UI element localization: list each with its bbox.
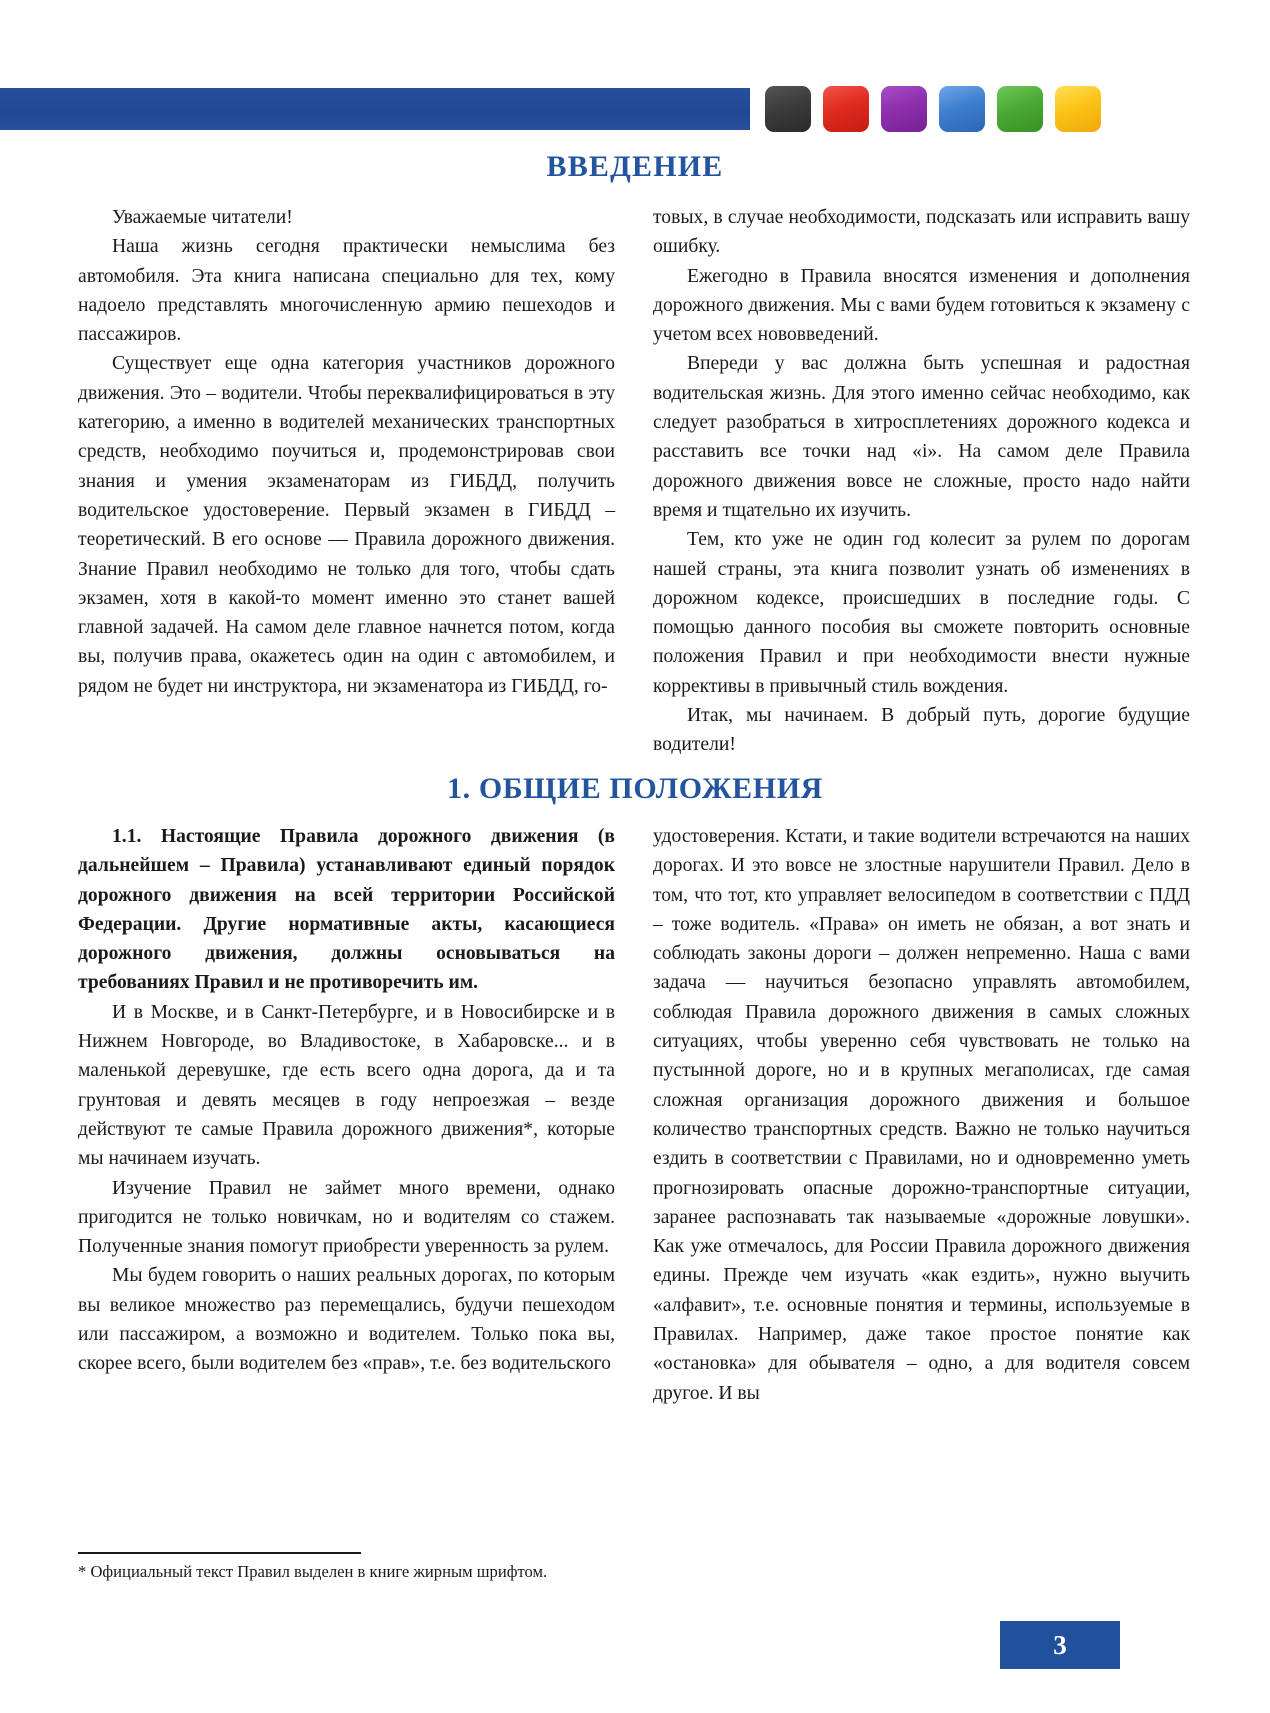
paragraph-rule-1-1: 1.1. Настоящие Правила дорожного движения (в дальнейшем – Правила) устанавливают единый порядок дорожного движения на всей территории Российской Федерации. Другие нормативные акты, касающиеся дорожного движения, должны основываться на требованиях Правил и не противоречить им.: [78, 826, 615, 994]
header-blue-band: [0, 88, 750, 130]
paragraph: Уважаемые читатели!: [112, 207, 293, 228]
header-color-swatches: [765, 86, 1101, 132]
paragraph: Итак, мы начинаем. В добрый путь, дорогие будущие водители!: [653, 705, 1190, 756]
paragraph: Тем, кто уже не один год колесит за рулем по дорогам нашей страны, эта книга позволит узнать об изменениях в дорожном кодексе, происшедших в последние годы. С помощью данного пособия вы сможете повторить основные положения Правил и при необходимости внести нужные коррективы в привычный стиль вождения.: [653, 529, 1190, 697]
paragraph: Наша жизнь сегодня практически немыслима без автомобиля. Эта книга написана специально для тех, кому надоело представлять многочисленную армию пешеходов и пассажиров.: [78, 236, 615, 346]
paragraph: И в Москве, и в Санкт-Петербурге, и в Новосибирске и в Нижнем Новгороде, во Владивостоке, в Хабаровске... и в маленькой деревушке, где есть всего одна дорога, да и та грунтовая и девять месяцев в году непроезжая – везде действуют те самые Правила дорожного движения*, которые мы начинаем изучать.: [78, 1001, 615, 1170]
paragraph: Существует еще одна категория участников дорожного движения. Это – водители. Чтобы переквалифицироваться в эту категорию, а именно в водителей механических транспортных средств, необходимо поучиться и, продемонстрировав свои знания и умения экзаменаторам из ГИБДД, получить водительское удостоверение. Первый экзамен в ГИБДД – теоретический. В его основе — Правила дорожного движения. Знание Правил необходимо не только для того, чтобы сдать экзамен, хотя в какой-то момент именно это станет вашей главной задачей. На самом деле главное начнется потом, когда вы, получив права, окажетесь один на один с автомобилем, и рядом не будет ни инструктора, ни экзаменатора из ГИБДД, го-: [78, 353, 615, 697]
paragraph: Ежегодно в Правила вносятся изменения и дополнения дорожного движения. Мы с вами будем готовиться к экзамену с учетом всех нововведений.: [653, 265, 1190, 346]
paragraph: товых, в случае необходимости, подсказать или исправить вашу ошибку.: [653, 207, 1190, 258]
section1-left-column: [78, 822, 615, 1408]
heading-section-1: 1. ОБЩИЕ ПОЛОЖЕНИЯ: [447, 772, 823, 805]
swatch-purple-icon: [881, 86, 927, 132]
swatch-dark-icon: [765, 86, 811, 132]
footnote-divider: [78, 1552, 361, 1554]
swatch-red-icon: [823, 86, 869, 132]
swatch-yellow-icon: [1055, 86, 1101, 132]
intro-columns: [78, 203, 1190, 760]
paragraph: удостоверения. Кстати, и такие водители встречаются на наших дорогах. И это вовсе не злостные нарушители Правил. Дело в том, что тот, кто управляет велосипедом в соответствии с ПДД – тоже водитель. «Права» он иметь не обязан, а вот знать и соблюдать законы дороги – должен непременно. Наша с вами задача — научиться безопасно управлять автомобилем, соблюдая Правила дорожного движения в самых сложных ситуациях, чтобы уверенно себя чувствовать не только на пустынной дороге, но и в крупных мегаполисах, где самая сложная организация дорожного движения и большое количество транспортных средств. Важно не только научиться ездить в соответствии с Правилами, но и одновременно уметь прогнозировать опасные дорожно-транспортные ситуации, заранее распознавать так называемые «дорожные ловушки». Как уже отмечалось, для России Правила дорожного движения едины. Прежде чем изучать «как ездить», нужно выучить «алфавит», т.е. основные понятия и термины, используемые в Правилах. Например, даже такое простое понятие как «остановка» для обывателя – одно, а для водителя совсем другое. И вы: [653, 826, 1190, 1404]
intro-left-column: [78, 203, 615, 760]
paragraph: Изучение Правил не займет много времени, однако пригодится не только новичкам, но и водителям со стажем. Полученные знания помогут приобрести уверенность за рулем.: [78, 1177, 615, 1258]
page-number-badge: 3: [1000, 1621, 1120, 1669]
intro-right-column: [653, 203, 1190, 760]
paragraph: Впереди у вас должна быть успешная и радостная водительская жизнь. Для этого именно сейчас необходимо, как следует разобраться в хитросплетениях дорожного кодекса и расставить все точки над «i». На самом деле Правила дорожного движения вовсе не сложные, просто надо найти время и тщательно их изучить.: [653, 353, 1190, 521]
paragraph: Мы будем говорить о наших реальных дорогах, по которым вы великое множество раз перемещались, будучи пешеходом или пассажиром, а возможно и водителем. Только пока вы, скорее всего, были водителем без «прав», т.е. без водительского: [78, 1265, 615, 1375]
footnote: [78, 1552, 638, 1583]
section1-right-column: [653, 822, 1190, 1408]
heading-introduction: ВВЕДЕНИЕ: [546, 150, 724, 183]
swatch-blue-icon: [939, 86, 985, 132]
footnote-text: * Официальный текст Правил выделен в книге жирным шрифтом.: [78, 1562, 548, 1581]
swatch-green-icon: [997, 86, 1043, 132]
section1-columns: [78, 822, 1190, 1408]
